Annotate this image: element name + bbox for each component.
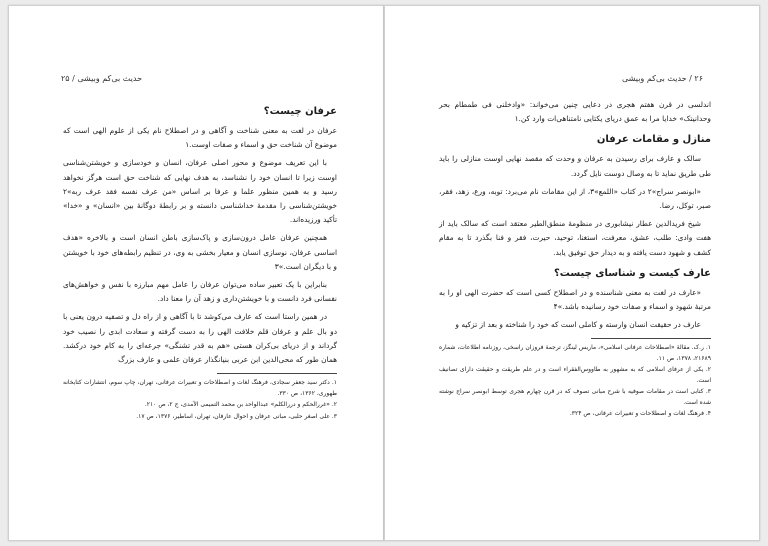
footnotes [439, 343, 711, 420]
paragraph: بنابراین با یک تعبیر ساده می‌توان عرفان را عامل مهم مبارزه با نفس و خواهش‌های نفسانی فرد دانست و با خویشتن‌داری و زهد آن را معنا داد. [63, 280, 337, 304]
footnote: ۱. دکتر سید جعفر سجادی، فرهنگ لغات و اصطلاحات و تعبیرات عرفانی، تهران، چاپ سوم، انتشارات کتابخانه طهوری، ۱۳۶۲، ص ۳۳۰. [63, 379, 337, 397]
paragraph: عارف در حقیقت انسان وارسته و کاملی است که خود را شناخته و بعد از تزکیه و [455, 320, 701, 330]
footnote-divider [591, 338, 711, 339]
footnote: ۲. «غررالحکم و دررالکلم» عبدالواحد بن محمد التمیمی الآمدی، ج ۲، ص ۲۱۰. [144, 401, 337, 409]
paragraph: عرفان در لغت به معنی شناخت و آگاهی و در اصطلاح نام یکی از علوم الهی است که موضوع آن شناخت حق و اسماء و صفات اوست.۱ [63, 126, 337, 150]
footnote: ۳. علی اصغر حلبی، مبانی عرفان و احوال عارفان، تهران، اساطیر، ۱۳۷۶، ص ۱۷. [136, 412, 337, 420]
left-page-header: حدیث بی‌کم وبیشی / ۲۵ [61, 74, 143, 83]
paragraph: «ابونصر سراج»۲ در کتاب «اللمع»۳، از این مقامات نام می‌برد: توبه، ورع، زهد، فقر، صبر، توکل، رضا. [439, 186, 711, 211]
footnote: ۲. یکی از عرفای اسلامی که به مشهور به طاووس‌الفقراء است و در علم طریقت و حقیقت دارای تصانیف است. [439, 366, 711, 384]
paragraph: همچنین عرفان عامل درون‌سازی و پاک‌سازی باطن انسان است و بالاخره «هدف اساسی عرفان، نوسازی انسان و معیار بخشی به وی، در تنظیم رابطه‌های خود با خویشتن و با دیگران است.»۳ [63, 233, 337, 271]
right-page [384, 5, 760, 541]
section-title-stages-of-mysticism: منازل و مقامات عرفان [596, 134, 711, 146]
footnote: ۱. ر.ک. مقالهٔ «اصطلاحات عرفانی اسلامی»، ماریس لینگز، ترجمهٔ فروزان راسخی، روزنامه اطلاعات، شماره ۲۱۶۸۹، ۱۳۷۸، ص ۱۱. [439, 344, 711, 362]
paragraph: با این تعریف موضوع و محور اصلی عرفان، انسان و خودسازی و خویشتن‌شناسی اوست زیرا تا انسان خود را نشناسد، به هدف نهایی که شناخت حق است هرگز نخواهد رسید و به همین منظور علما و عرفا بر اساس «من عرف نفسه فقد عرف ربه»۲ خویشتن‌شناسی را مقدمهٔ خداشناسی دانسته و بر رابطهٔ دوگانهٔ بین «انسان» و «خدا» تأکید ورزیده‌اند. [63, 158, 337, 225]
right-page-header: ۲۶ / حدیث بی‌کم وبیشی [621, 74, 703, 83]
left-page-body [63, 98, 337, 423]
footnotes [63, 378, 337, 422]
paragraph: سالک و عارف برای رسیدن به عرفان و وحدت که مقصد نهایی اوست منازلی را باید طی طریق نماید تا به وصال دوست نایل گردد. [439, 154, 711, 178]
footnote: ۴. فرهنگ لغات و اصطلاحات و تعبیرات عرفانی، ص ۳۲۴. [569, 410, 711, 418]
footnote: ۳. کتابی است در مقامات صوفیه با شرح مبانی تصوف که در قرن چهارم هجری توسط ابونصر سراج نوشته شده است. [439, 388, 711, 406]
footnote-divider [217, 373, 337, 374]
section-title-who-is-mystic: عارف کیست و شناسای چیست؟ [553, 267, 711, 279]
paragraph: اندلسی در قرن هفتم هجری در دعایی چنین می‌خواند: «وادخلنی فی طمطام بحر وحدانیتک» خدایا مرا به عمق دریای یکتایی نامتناهی‌ات وارد کن.۱ [439, 100, 711, 124]
paragraph: «عارف در لغت به معنی شناسنده و در اصطلاح کسی است که حضرت الهی او را به مرتبهٔ شهود و اسماء و صفات خود رسانیده باشد.»۴ [439, 287, 711, 312]
section-title-what-is-mysticism: عرفان چیست؟ [263, 106, 337, 117]
paragraph: در همین راستا است که عارف می‌کوشد تا با آگاهی و از راه دل و تصفیه درون یعنی با دو بال علم و عرفان قلم خلافت الهی را به دست گرفته و سعادت ابدی را نصیب خود گرداند و از دریای بی‌کران هستی «هم به قدر تشنگی» جرعه‌ای را به کام خود درکشد. همان طور که محی‌الدین ابن عربی بنیانگذار عرفان علمی و عارف بزرگ [63, 312, 337, 365]
left-page [8, 5, 384, 541]
paragraph: شیخ فریدالدین عطار نیشابوری در منظومهٔ منطق‌الطیر معتقد است که سالک باید از هفت وادی: طلب، عشق، معرفت، استغنا، توحید، حیرت، فقر و فنا بگذرد تا به مقام کشف و شهود دست یافته و به دیدار حق توفیق یابد. [439, 219, 711, 257]
right-page-body [439, 98, 711, 421]
